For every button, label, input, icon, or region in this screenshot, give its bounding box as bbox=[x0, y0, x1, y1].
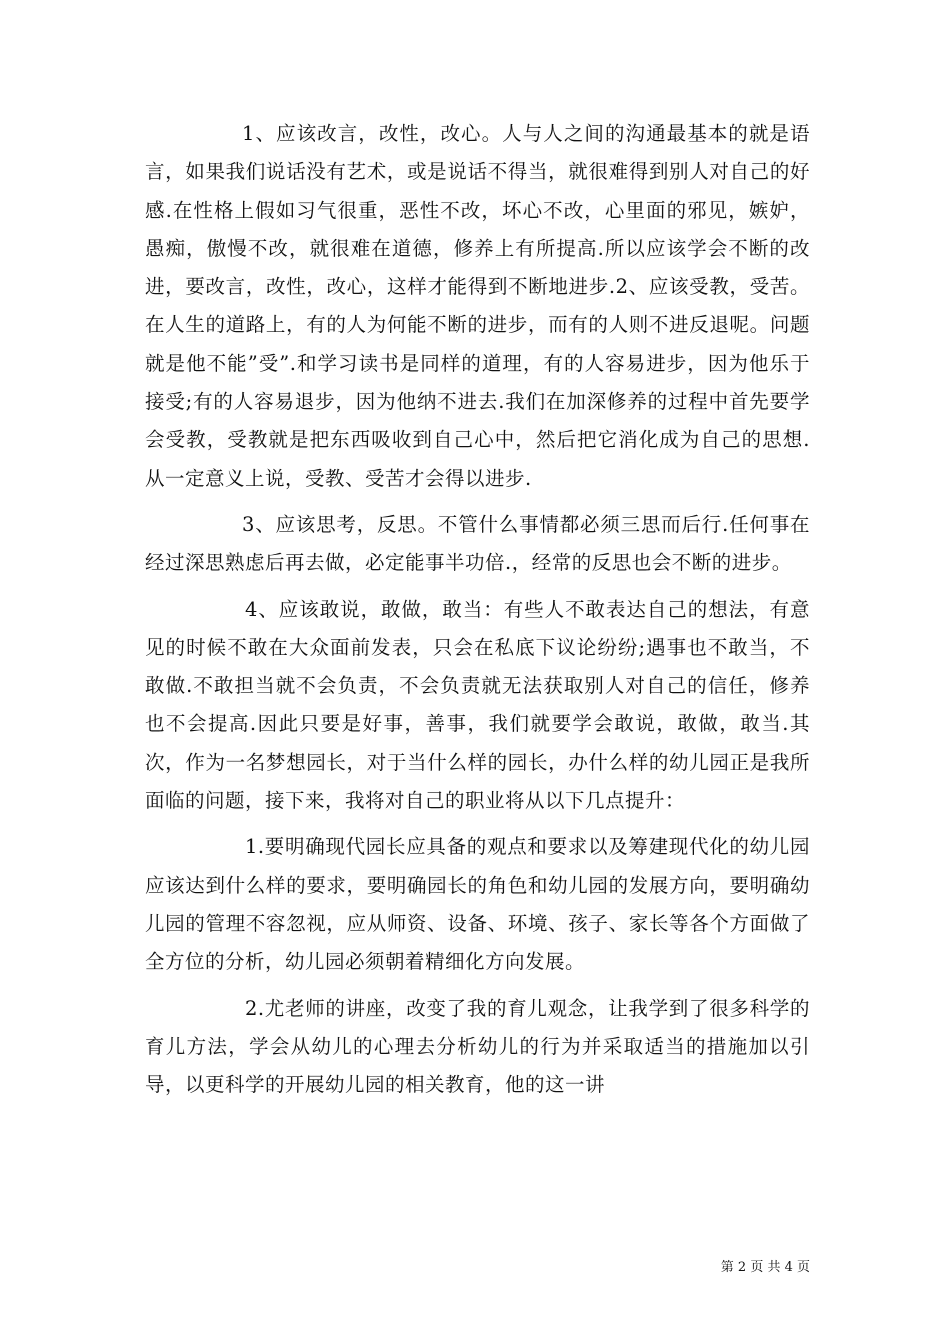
page-number-footer: 第 2 页 共 4 页 bbox=[720, 1260, 810, 1275]
paragraph-4: 1.要明确现代园长应具备的观点和要求以及筹建现代化的幼儿园应该达到什么样的要求，要明确园长的角色和幼儿园的发展方向，要明确幼儿园的管理不容忽视，应从师资、设备、环境、孩子、家长等各个方面做了全方位的分析，幼儿园必须朝着精细化方向发展。 bbox=[145, 835, 810, 974]
paragraph-3: 4、应该敢说，敢做，敢当：有些人不敢表达自己的想法，有意见的时候不敢在大众面前发表，只会在私底下议论纷纷;遇事也不敢当，不敢做.不敢担当就不会负责，不会负责就无法获取别人对自己的信任，修养也不会提高.因此只要是好事，善事，我们就要学会敢说，敢做，敢当.其次，作为一名梦想园长，对于当什么样的园长，办什么样的幼儿园正是我所面临的问题，接下来，我将对自己的职业将从以下几点提升： bbox=[145, 597, 810, 813]
paragraph-1: 1、应该改言，改性，改心。人与人之间的沟通最基本的就是语言，如果我们说话没有艺术，或是说话不得当，就很难得到别人对自己的好感.在性格上假如习气很重，恶性不改，坏心不改，心里面的邪见，嫉妒，愚痴，傲慢不改，就很难在道德，修养上有所提高.所以应该学会不断的改进，要改言，改性，改心，这样才能得到不断地进步.2、应该受教，受苦。在人生的道路上，有的人为何能不断的进步，而有的人则不进反退呢。问题就是他不能”受”.和学习读书是同样的道理，有的人容易进步，因为他乐于接受;有的人容易退步，因为他纳不进去.我们在加深修养的过程中首先要学会受教，受教就是把东西吸收到自己心中，然后把它消化成为自己的思想.从一定意义上说，受教、受苦才会得以进步. bbox=[145, 122, 810, 490]
paragraph-5: 2.尤老师的讲座，改变了我的育儿观念，让我学到了很多科学的育儿方法，学会从幼儿的心理去分析幼儿的行为并采取适当的措施加以引导，以更科学的开展幼儿园的相关教育，他的这一讲 bbox=[145, 996, 810, 1097]
paragraph-2: 3、应该思考，反思。不管什么事情都必须三思而后行.任何事在经过深思熟虑后再去做，必定能事半功倍.，经常的反思也会不断的进步。 bbox=[145, 512, 810, 575]
document-body bbox=[145, 115, 810, 1104]
